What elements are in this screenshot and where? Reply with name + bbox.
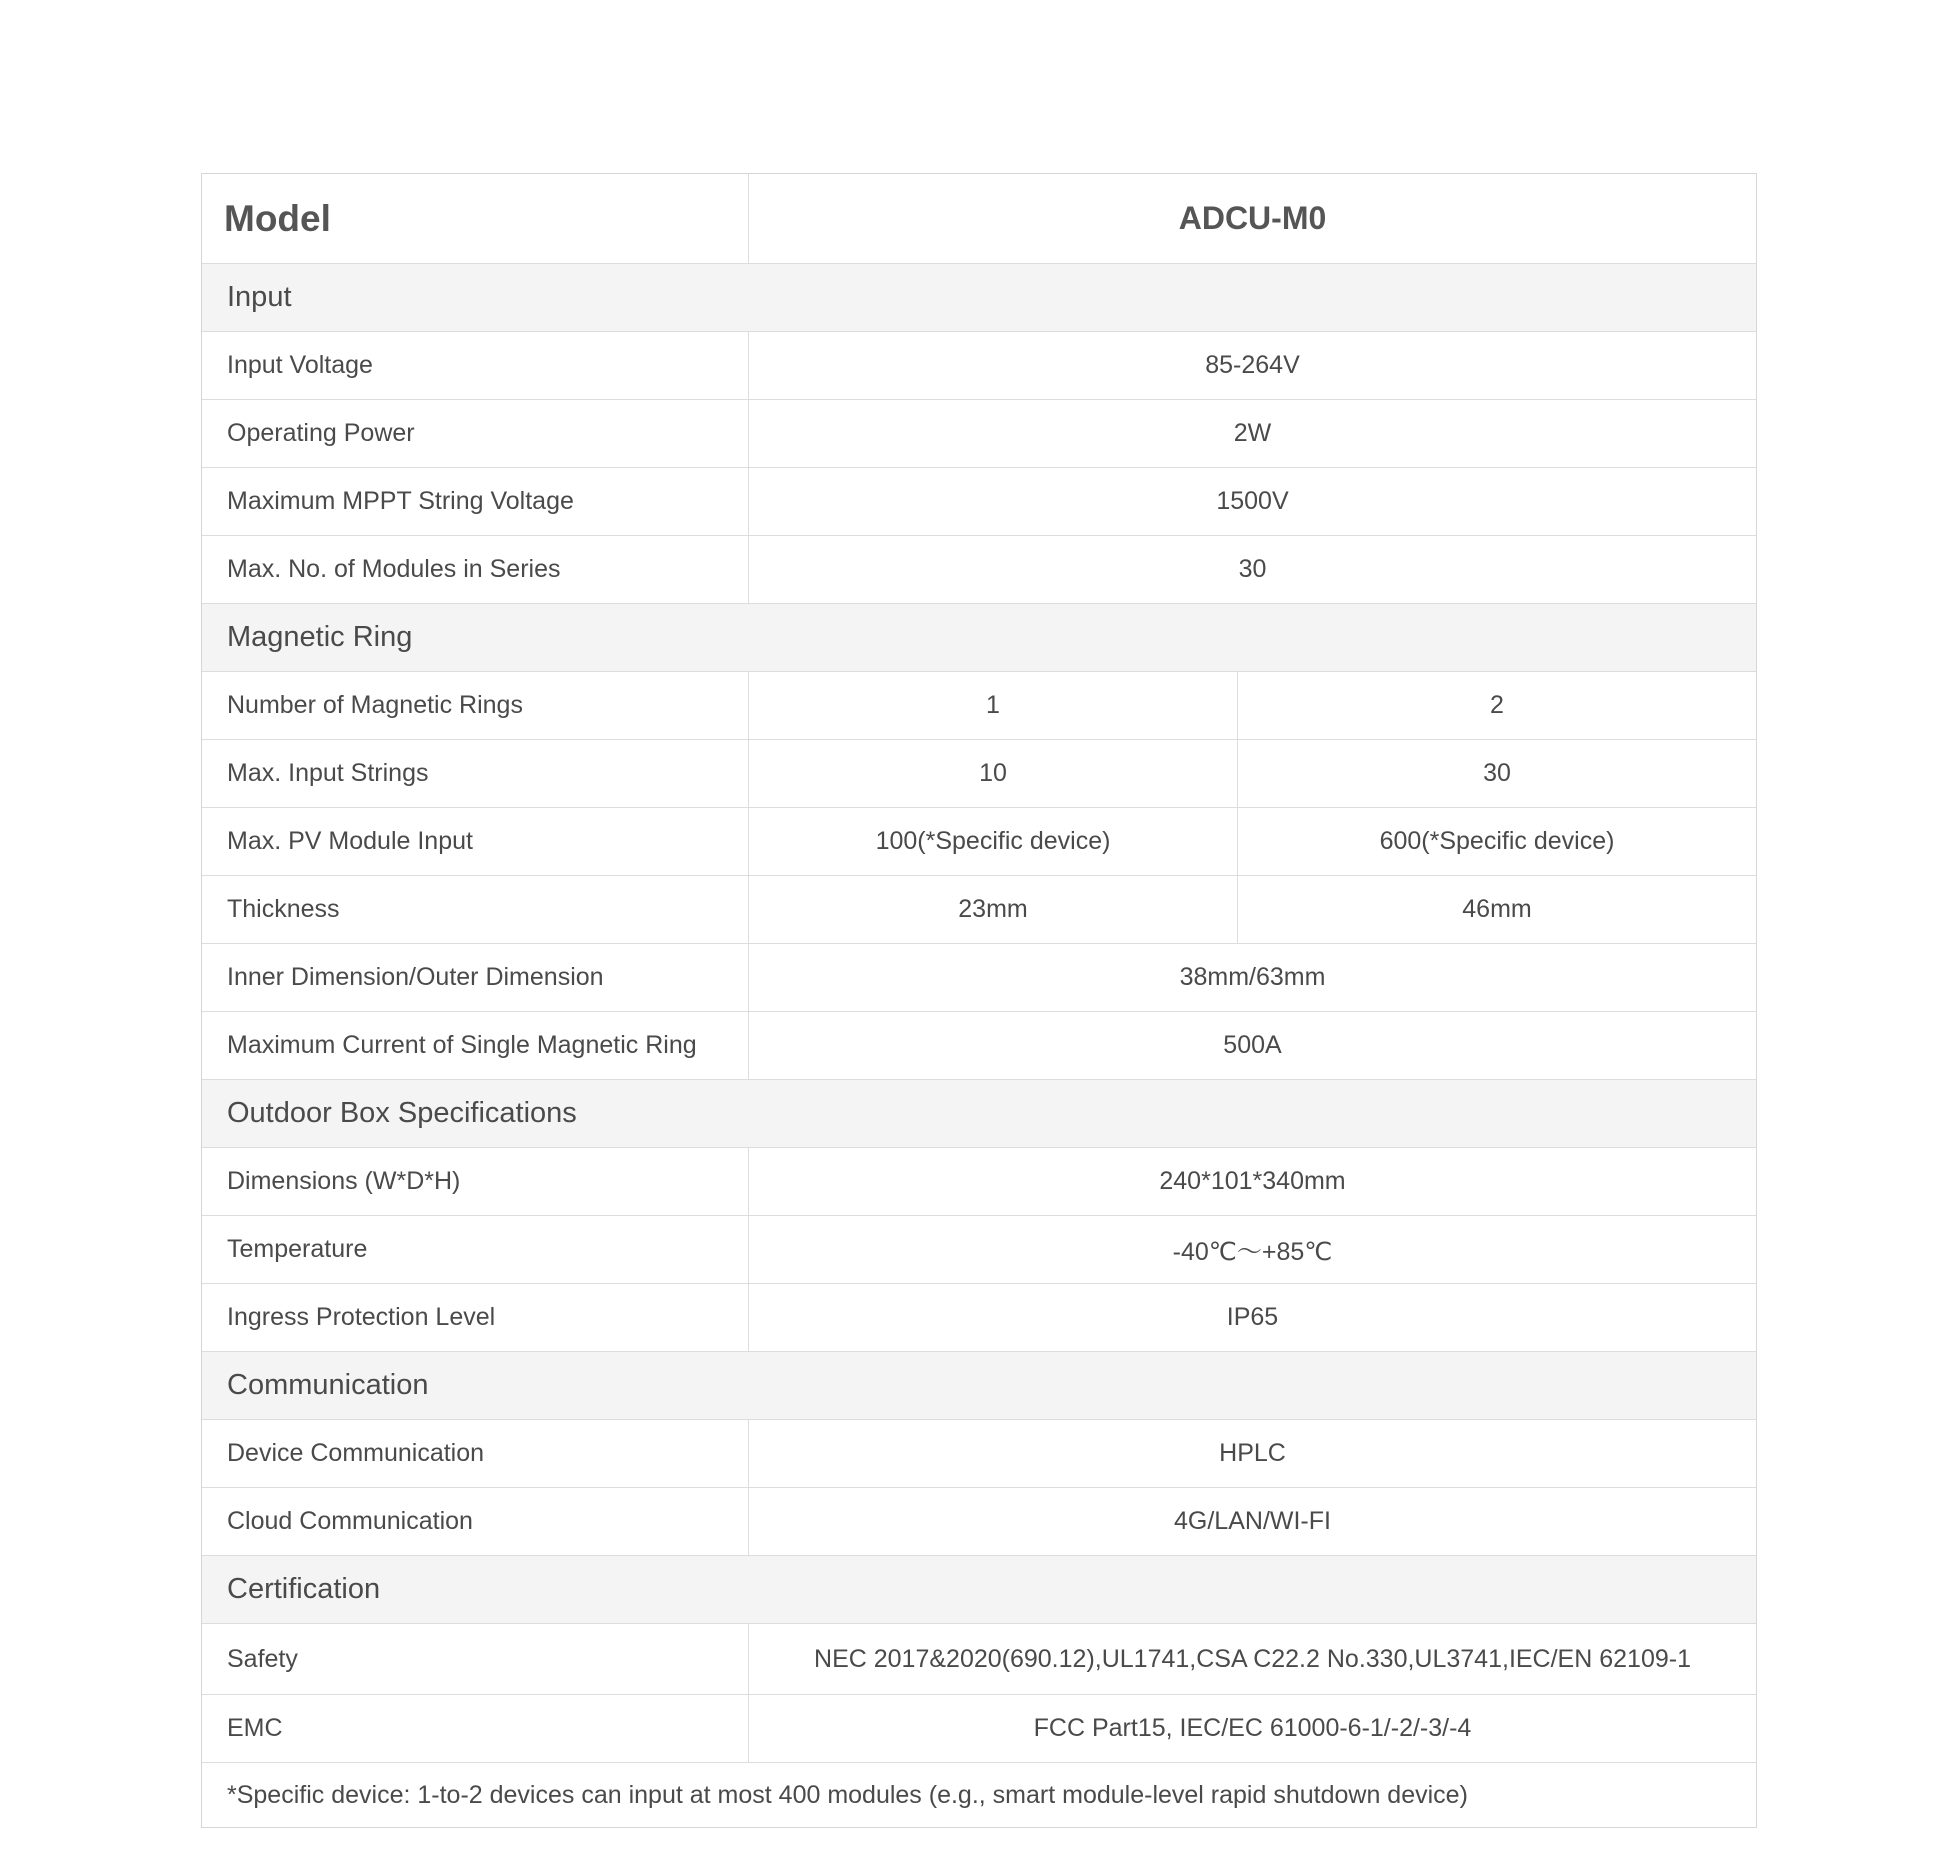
footnote-row (202, 1763, 1756, 1827)
table-row (202, 1624, 1756, 1695)
table-row (202, 808, 1756, 876)
section-header-communication (202, 1352, 1756, 1420)
table-row (202, 332, 1756, 400)
row-label: Temperature (202, 1216, 749, 1283)
table-row (202, 1148, 1756, 1216)
section-title: Input (227, 281, 292, 313)
table-row (202, 1420, 1756, 1488)
row-value: NEC 2017&2020(690.12),UL1741,CSA C22.2 No.330,UL3741,IEC/EN 62109-1 (814, 1644, 1691, 1673)
row-value-2: 2 (1490, 691, 1504, 719)
row-value-1: 10 (749, 740, 1238, 807)
section-title: Communication (227, 1369, 429, 1401)
model-value: ADCU-M0 (1178, 200, 1327, 236)
row-value: FCC Part15, IEC/EC 61000-6-1/-2/-3/-4 (1033, 1714, 1472, 1742)
row-label: Input Voltage (202, 332, 749, 399)
row-value-2: 46mm (1462, 895, 1532, 923)
row-label: Operating Power (202, 400, 749, 467)
table-row (202, 944, 1756, 1012)
row-value: 1500V (1216, 487, 1289, 515)
row-value: HPLC (1219, 1439, 1286, 1467)
row-value: 240*101*340mm (1159, 1167, 1346, 1195)
table-row (202, 468, 1756, 536)
row-label: Max. Input Strings (202, 740, 749, 807)
section-header-certification (202, 1556, 1756, 1624)
row-value: 85-264V (1205, 351, 1300, 379)
row-label: Safety (202, 1624, 749, 1694)
model-row (202, 174, 1756, 264)
section-title: Outdoor Box Specifications (227, 1097, 577, 1129)
spec-table (201, 173, 1757, 1828)
row-label: Device Communication (202, 1420, 749, 1487)
row-value: 30 (1238, 555, 1267, 583)
row-value: 500A (1223, 1031, 1282, 1059)
row-label: Ingress Protection Level (202, 1284, 749, 1351)
row-label: Dimensions (W*D*H) (202, 1148, 749, 1215)
table-row (202, 400, 1756, 468)
model-label: Model (202, 174, 749, 263)
section-title: Certification (227, 1573, 381, 1605)
row-value-2: 30 (1483, 759, 1511, 787)
row-label: Cloud Communication (202, 1488, 749, 1555)
table-row (202, 536, 1756, 604)
table-row (202, 1488, 1756, 1556)
row-label: Thickness (202, 876, 749, 943)
table-row (202, 1695, 1756, 1763)
row-label: Number of Magnetic Rings (202, 672, 749, 739)
row-label: Maximum Current of Single Magnetic Ring (202, 1012, 749, 1079)
table-row (202, 1012, 1756, 1080)
row-value-1: 23mm (749, 876, 1238, 943)
row-value: 4G/LAN/WI-FI (1174, 1507, 1331, 1535)
row-value-1: 100(*Specific device) (749, 808, 1238, 875)
row-value: 2W (1233, 419, 1272, 447)
table-row (202, 740, 1756, 808)
section-header-outdoor-box (202, 1080, 1756, 1148)
row-value-1: 1 (749, 672, 1238, 739)
row-value: 38mm/63mm (1179, 963, 1326, 991)
row-label: Maximum MPPT String Voltage (202, 468, 749, 535)
table-row (202, 1216, 1756, 1284)
row-label: Max. No. of Modules in Series (202, 536, 749, 603)
section-header-input (202, 264, 1756, 332)
row-label: EMC (202, 1695, 749, 1762)
table-row (202, 1284, 1756, 1352)
row-label: Inner Dimension/Outer Dimension (202, 944, 749, 1011)
table-row (202, 876, 1756, 944)
row-value: IP65 (1226, 1303, 1279, 1331)
table-row (202, 672, 1756, 740)
section-title: Magnetic Ring (227, 621, 413, 653)
section-header-magnetic-ring (202, 604, 1756, 672)
row-value-2: 600(*Specific device) (1379, 827, 1615, 855)
row-label: Max. PV Module Input (202, 808, 749, 875)
row-value: -40℃～+85℃ (1172, 1237, 1333, 1266)
footnote: *Specific device: 1-to-2 devices can input at most 400 modules (e.g., smart module-level rapid shutdown device) (227, 1780, 1468, 1809)
